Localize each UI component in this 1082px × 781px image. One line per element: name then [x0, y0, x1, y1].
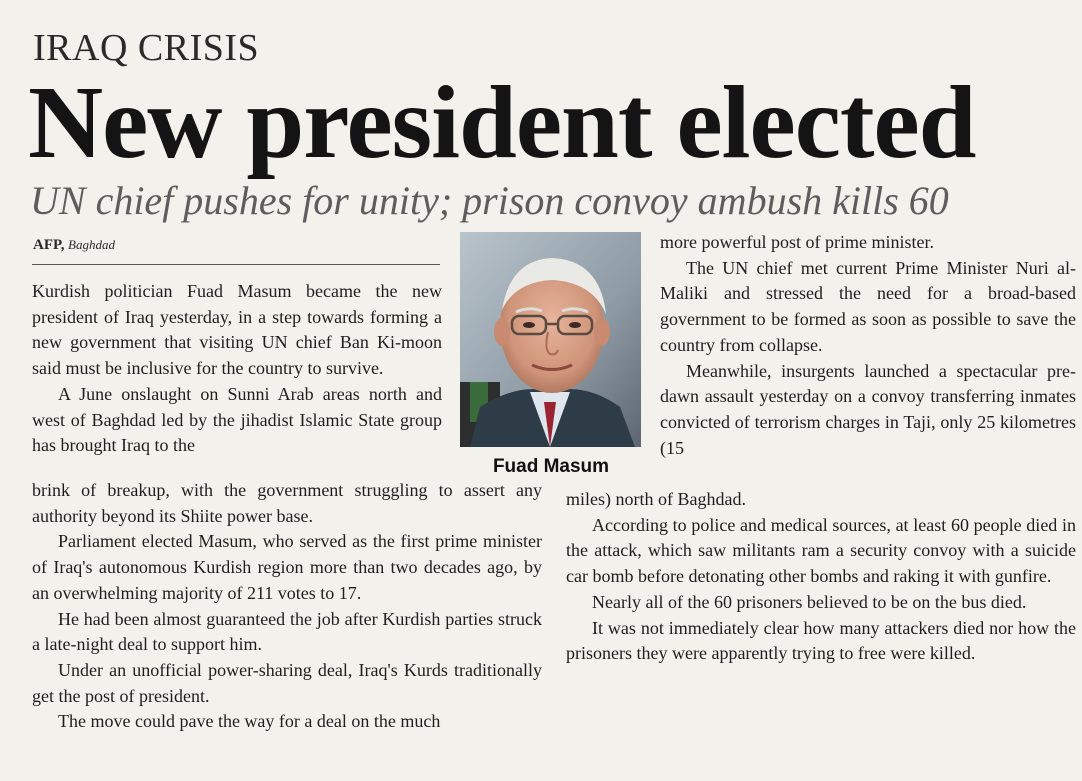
section-kicker: IRAQ CRISIS [33, 27, 260, 69]
paragraph: He had been almost guaranteed the job after Kurdish parties struck a late-night deal to support him. [32, 608, 542, 655]
portrait-photo [460, 232, 641, 447]
paragraph: The move could pave the way for a deal on the much [58, 711, 441, 732]
paragraph: Parliament elected Masum, who served as the first prime minister of Iraq's autonomous Kurdish region more than two decades ago, by an overwhelming majority of 211 votes to 17. [32, 531, 542, 603]
byline-divider [32, 264, 440, 265]
paragraph: Under an unofficial power-sharing deal, Iraq's Kurds traditionally get the post of president. [32, 659, 542, 706]
paragraph: miles) north of Baghdad. [566, 489, 746, 509]
article-text-right-top [660, 230, 1076, 461]
article-text-left-wide [32, 478, 542, 735]
byline-agency: AFP, [33, 237, 65, 253]
paragraph: According to police and medical sources, at least 60 people died in the attack, which saw militants ram a security convoy with a suicide car bomb before detonating other bombs and raking it with gunfire. [566, 514, 1076, 587]
paragraph: more powerful post of prime minister. [660, 232, 934, 252]
paragraph: The UN chief met current Prime Minister Nuri al-Maliki and stressed the need for a broad-based government to be formed as soon as possible to save the country from collapse. [660, 257, 1076, 355]
photo-caption: Fuad Masum [492, 456, 610, 477]
headline: New president elected [28, 65, 976, 180]
byline-location: Baghdad [68, 237, 115, 252]
paragraph: Nearly all of the 60 prisoners believed to be on the bus died. [592, 591, 1027, 612]
article-text-right-wide [566, 487, 1076, 667]
paragraph: Kurdish politician Fuad Masum became the new president of Iraq yesterday, in a step towards forming a new government that visiting UN chief Ban Ki-moon said must be inclusive for the country to survive. [32, 281, 442, 379]
paragraph: A June onslaught on Sunni Arab areas north and west of Baghdad led by the jihadist Islamic State group has brought Iraq to the [32, 383, 442, 456]
paragraph: It was not immediately clear how many attackers died nor how the prisoners they were apparently trying to free were killed. [566, 617, 1076, 664]
byline [33, 235, 115, 256]
paragraph: Meanwhile, insurgents launched a spectacular pre-dawn assault yesterday on a convoy transferring inmates convicted of terrorism charges in Taji, only 25 kilometres (15 [660, 360, 1076, 458]
subheadline: UN chief pushes for unity; prison convoy ambush kills 60 [30, 178, 949, 223]
article-text-left-top [32, 279, 442, 459]
portrait-illustration [460, 232, 641, 447]
paragraph: brink of breakup, with the government struggling to assert any authority beyond its Shiite power base. [32, 480, 542, 526]
